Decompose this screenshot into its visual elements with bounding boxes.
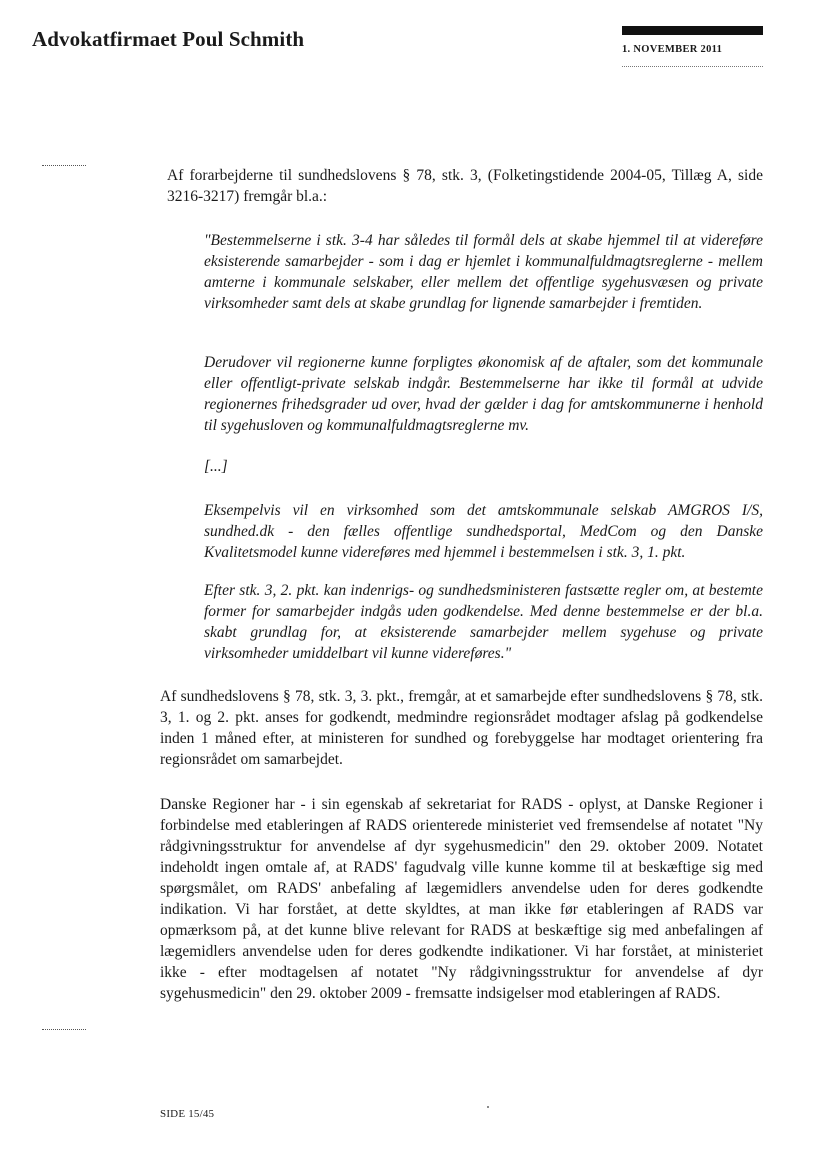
header-bar bbox=[622, 26, 763, 35]
intro-paragraph: Af forarbejderne til sundhedslovens § 78, stk. 3, (Folketingstidende 2004-05, Tillæg A, side 3216-3217) fremgår bl.a.: bbox=[167, 167, 763, 205]
quote-paragraph-2: Derudover vil regionerne kunne forpligtes økonomisk af de aftaler, som det kommunale eller offentligt-private selskab indgår. Bestemmelserne har ikke til formål at udvide regionernes frihedsgrader ud over, hvad der gælder i dag for amtskommunerne i henhold til sygehusloven og kommunalfuldmagtsreglerne mv. bbox=[204, 354, 763, 434]
margin-marker-bottom bbox=[42, 1029, 86, 1030]
margin-marker-top bbox=[42, 165, 86, 166]
body-paragraph-2: Af sundhedslovens § 78, stk. 3, 3. pkt., fremgår, at et samarbejde efter sundhedslovens § 78, stk. 3, 1. og 2. pkt. anses for godkendt, medmindre regionsrådet modtager afslag på godkendelse inden 1 måned efter, at ministeren for sundhed og forebyggelse har modtaget orientering fra regionsrådet om samarbejdet. bbox=[160, 688, 763, 768]
quote-paragraph-1: "Bestemmelserne i stk. 3-4 har således til formål dels at skabe hjemmel til at videreføre eksisterende samarbejder - som i dag er hjemlet i kommunalfuldmagtsreglerne - mellem amterne i kommunale selskaber, eller mellem det offentlige sygehusvæsen og private virksomheder samt dels at skabe grundlag for lignende samarbejder i fremtiden. bbox=[204, 232, 763, 312]
quote-paragraph-3: Eksempelvis vil en virksomhed som det amtskommunale selskab AMGROS I/S, sundhed.dk - den fælles offentlige sundhedsportal, MedCom og den Danske Kvalitetsmodel kunne videreføres med hjemmel i bestemmelsen i stk. 3, 1. pkt. bbox=[204, 502, 763, 561]
scan-speck bbox=[487, 1106, 489, 1108]
document-date: 1. NOVEMBER 2011 bbox=[622, 44, 723, 55]
page-number: SIDE 15/45 bbox=[160, 1108, 215, 1120]
body-paragraph-3: Danske Regioner har - i sin egenskab af sekretariat for RADS - oplyst, at Danske Regioner i forbindelse med etableringen af RADS orienterede ministeriet ved fremsendelse af notatet "Ny rådgivningsstruktur for anvendelse af dyr sygehusmedicin" den 29. oktober 2009. Notatet indeholdt ingen omtale af, at RADS' fagudvalg ville kunne komme til at beskæftige sig med spørgsmålet, om RADS' anbefaling af lægemidlers anvendelse uden for deres godkendte indikation. Vi har forstået, at dette skyldtes, at man ikke før etableringen af RADS var opmærksom på, at det kunne blive relevant for RADS at beskæftige sig med anbefalingen af lægemidlers anvendelse uden for deres godkendte indikationer. Vi har forstået, at ministeriet ikke - efter modtagelsen af notatet "Ny rådgivningsstruktur for anvendelse af dyr sygehusmedicin" den 29. oktober 2009 - fremsatte indsigelser mod etableringen af RADS. bbox=[160, 796, 763, 1002]
quote-ellipsis: [...] bbox=[204, 458, 228, 475]
date-underline bbox=[622, 66, 763, 67]
quote-paragraph-4: Efter stk. 3, 2. pkt. kan indenrigs- og sundhedsministeren fastsætte regler om, at bestemte former for samarbejder indgås uden godkendelse. Med denne bestemmelse er der bl.a. skabt grundlag for, at eksisterende samarbejder mellem sygehuse og private virksomheder umiddelbart vil kunne videreføres." bbox=[204, 582, 763, 662]
firm-name: Advokatfirmaet Poul Schmith bbox=[32, 27, 305, 51]
